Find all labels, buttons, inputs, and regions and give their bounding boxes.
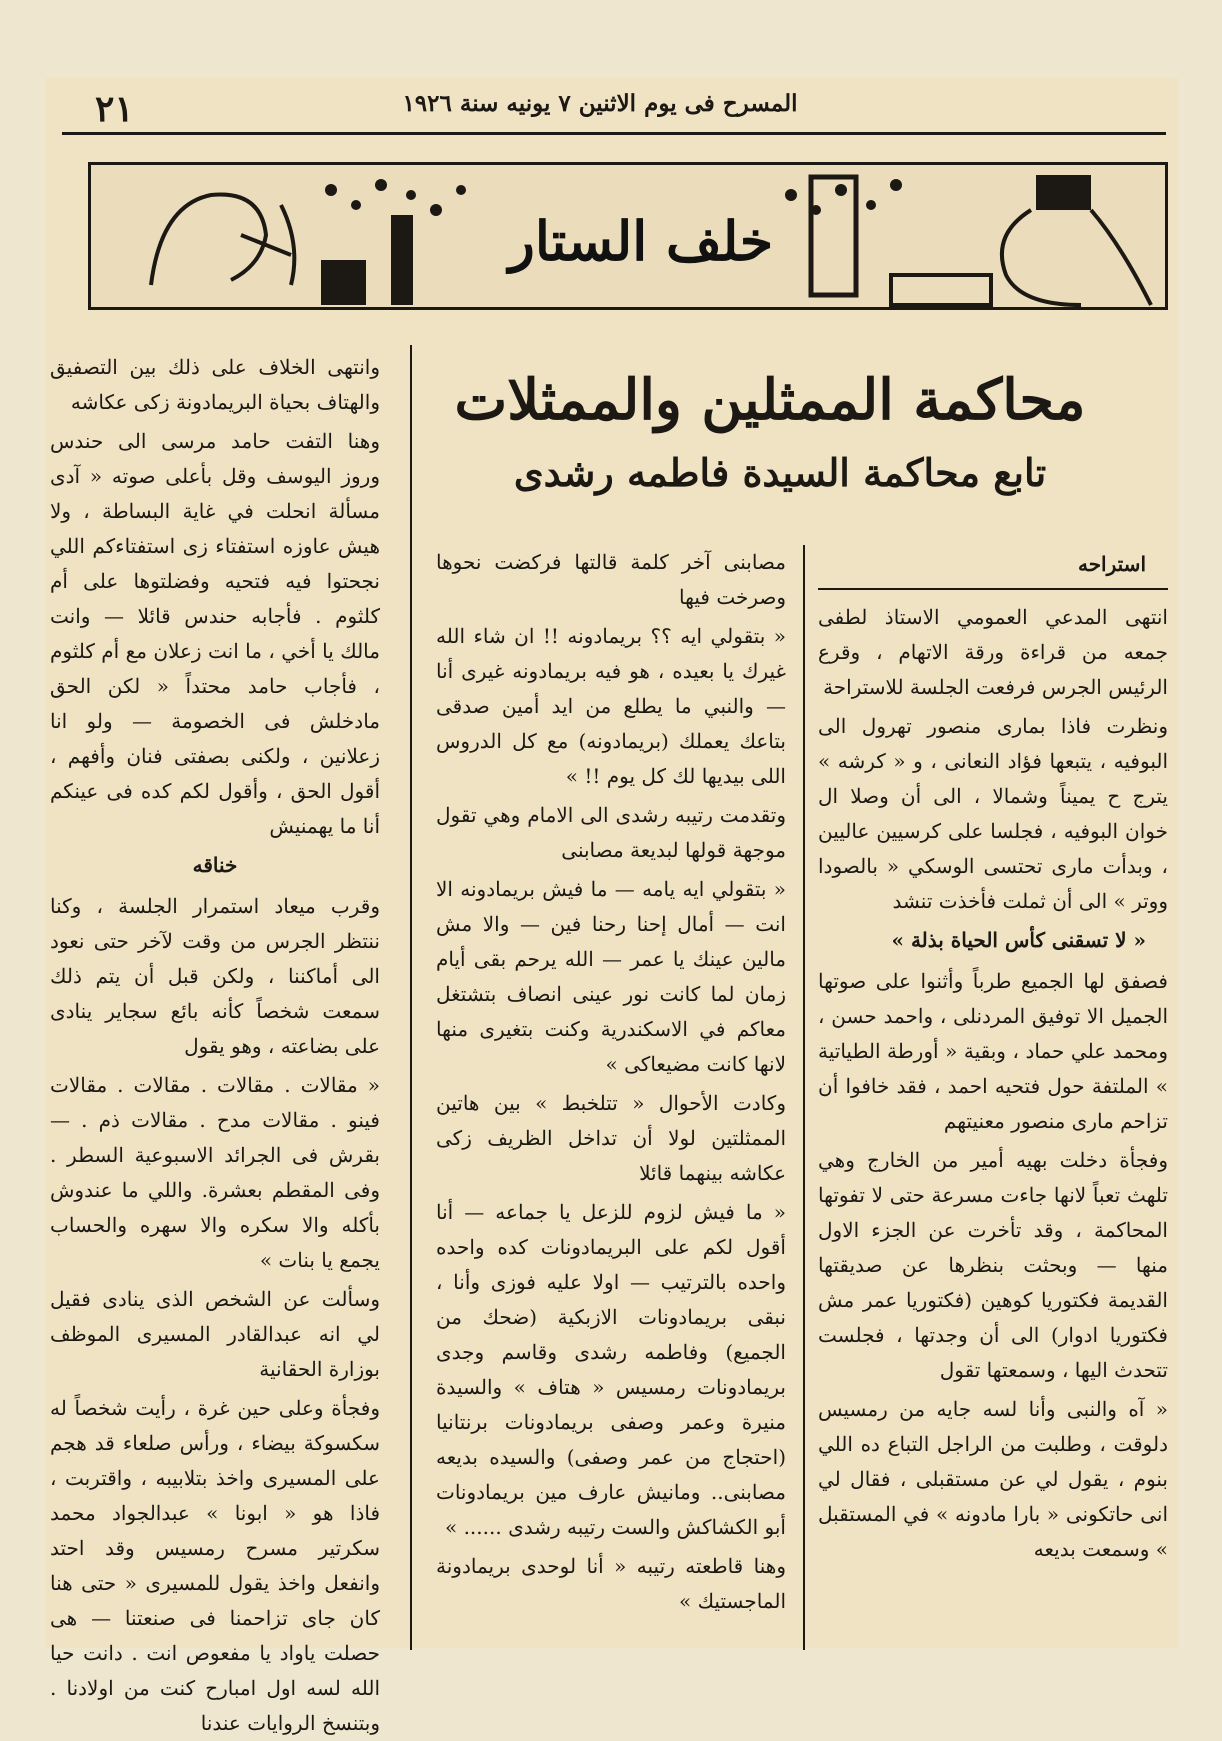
paragraph: انتهى المدعي العمومي الاستاذ لطفى جمعه من قراءة ورقة الاتهام ، وقرع الرئيس الجرس فرفعت الجلسة للاستراحة [818, 605, 1168, 699]
paragraph: وهنا قاطعته رتيبه « أنا لوحدى بريمادونة الماجستيك » [436, 1554, 786, 1613]
column-divider-left [410, 345, 412, 1650]
column-left [50, 350, 380, 1735]
paragraph: « ما فيش لزوم للزعل يا جماعه — أنا أقول لكم على البريمادونات كده واحده واحده بالترتيب — اولا عليه فوزى وأنا ، نبقى بريمادونات الازبكية (ضحك من الجميع) وفاطمه رشدى وقاسم وجدى بريمادونات رمسيس « هتاف » والسيدة منيرة وعمر وصفى بريمادونات برنتانيا (احتجاج من عمر وصفى) والسيده بديعه مصابنى.. ومانيش عارف مين بريمادونات أبو الكشاكش والست رتيبه رشدى ...... » [436, 1200, 786, 1539]
column-divider-right [803, 545, 805, 1650]
paragraph: ونظرت فاذا بمارى منصور تهرول الى البوفيه ، يتبعها فؤاد النعانى ، و « كرشه » يترج ح يميناً وشمالا ، الى أن وصلا ال خوان البوفيه ، فجلسا على كرسيين عاليين ، وبدأت مارى تحتسى الوسكي « بالصودا ووتر » الى أن ثملت فأخذت تنشد [818, 714, 1168, 913]
banner-title: خلف الستار [508, 209, 774, 273]
page-number: ٢١ [95, 88, 134, 130]
paragraph: وقرب ميعاد استمرار الجلسة ، وكنا ننتظر الجرس من وقت لآخر حتى نعود الى أماكننا ، ولكن قبل أن يتم ذلك سمعت شخصاً كأنه بائع سجاير ينادى على بضاعته ، وهو يقول [50, 894, 380, 1058]
paragraph: « بتقولي ايه يامه — ما فيش بريمادونه الا انت — أمال إحنا رحنا فين — والا مش مالين عينك يا عمر — الله يرحم بقى أيام زمان لما كانت نور عينى انصاف بتشتغل معاكم في الاسكندرية وكنت بتغيرى منها لانها كانت مضيعاكى » [436, 877, 786, 1076]
paragraph: وكادت الأحوال « تتلخبط » بين هاتين الممثلتين لولا أن تداخل الظريف زكى عكاشه بينهما قائلا [436, 1091, 786, 1185]
column-right [818, 545, 1168, 1650]
paragraph: وفجأة وعلى حين غرة ، رأيت شخصاً له سكسوكة بيضاء ، ورأس صلعاء قد هجم على المسيرى واخذ بتلابيبه ، واقتربت ، فاذا هو « ابونا » عبدالجواد محمد سكرتير مسرح رمسيس وقد احتد وانفعل واخذ يقول للمسيرى « حتى هنا كان جاى تزاحمنا فى صنعتنا — هى حصلت ياواد يا مفعوص انت . دانت حيا الله لسه اول امبارح كنت من اولادنا . وبتنسخ الروايات عندنا [50, 1396, 380, 1735]
paragraph: وتقدمت رتيبه رشدى الى الامام وهي تقول موجهة قولها لبديعة مصابنى [436, 803, 786, 862]
paragraph: مصابنى آخر كلمة قالتها فركضت نحوها وصرخت فيها [436, 550, 786, 609]
section-heading-quarrel: خناقه [192, 853, 238, 877]
quoted-line: « لا تسقنى كأس الحياة بذلة » [891, 928, 1146, 952]
header-rule [62, 132, 1166, 135]
paragraph: وهنا التفت حامد مرسى الى حندس وروز اليوسف وقل بأعلى صوته « آدى مسألة انحلت في غاية البساطة ، ولا هيش عاوزه استفتاء زى استفتاءكم اللي نجحتوا فيه فتحيه وفضلتوها على أم كلثوم . فأجابه حندس قائلا — وانت مالك يا أخي ، ما انت زعلان مع أم كلثوم ، فأجاب حامد محتداً « لكن الحق مادخلش فى الخصومة — ولو انا زعلانين ، ولكنى بصفتى فنان وأفهم ، أقول الحق ، وأقول لكم كده فى عينكم أنا ما يهمنيش [50, 429, 380, 838]
paragraph: « بتقولي ايه ؟؟ بريمادونه !! ان شاء الله غيرك يا بعيده ، هو فيه بريمادونه غيرى أنا — والنبي ما يطلع من ايد أمين صدقى بتاعك يعملك (بريمادونه) مع كل الدروس اللى بيديها لك كل يوم !! » [436, 624, 786, 788]
paragraph: « آه والنبى وأنا لسه جايه من رمسيس دلوقت ، وطلبت من الراجل التباع ده اللي بنوم ، يقول لي عن مستقبلى ، فقال لي انى حاتكونى « بارا مادونه » في المستقبل » وسمعت بديعه [818, 1397, 1168, 1561]
paragraph: فصفق لها الجميع طرباً وأثنوا على صوتها الجميل الا توفيق المردنلى ، واحمد حسن ، ومحمد علي حماد ، وبقية « أورطة الطياتية » الملتفة حول فتحيه احمد ، فقد خافوا أن تزاحم مارى منصور معنيتهم [818, 969, 1168, 1133]
column-middle [436, 545, 786, 1650]
article-title: محاكمة الممثلين والممثلات [454, 367, 1086, 433]
running-head: المسرح فى يوم الاثنين ٧ يونيه سنة ١٩٢٦ [402, 90, 798, 117]
paragraph: وانتهى الخلاف على ذلك بين التصفيق والهتاف بحياة البريمادونة زكى عكاشه [50, 355, 380, 414]
paragraph: وسألت عن الشخص الذى ينادى فقيل لي انه عبدالقادر المسيرى الموظف بوزارة الحقانية [50, 1287, 380, 1381]
paragraph: « مقالات . مقالات . مقالات . مقالات فينو . مقالات مدح . مقالات ذم . — بقرش فى الجرائد الاسبوعية السطر . وفى المقطم بعشرة. واللي ما عندوش بأكله والا سكره والا سهره والحساب يجمع يا بنات » [50, 1073, 380, 1272]
article-subtitle: تابع محاكمة السيدة فاطمه رشدى [513, 450, 1047, 495]
banner [88, 162, 1168, 310]
paragraph: وفجأة دخلت بهيه أمير من الخارج وهي تلهث تعباً لانها جاءت مسرعة حتى لا تفوتها المحاكمة ، وقد تأخرت عن الجزء الاول منها — وبحثت بنظرها عن صديقتها القديمة فكتوريا كوهين (فكتوريا عمر مش فكتوريا ادوار) الى أن وجدتها ، فجلست تتحدث اليها ، وسمعتها تقول [818, 1148, 1168, 1382]
section-heading-intermission: استراحه [1077, 552, 1146, 576]
section-rule [818, 588, 1168, 590]
